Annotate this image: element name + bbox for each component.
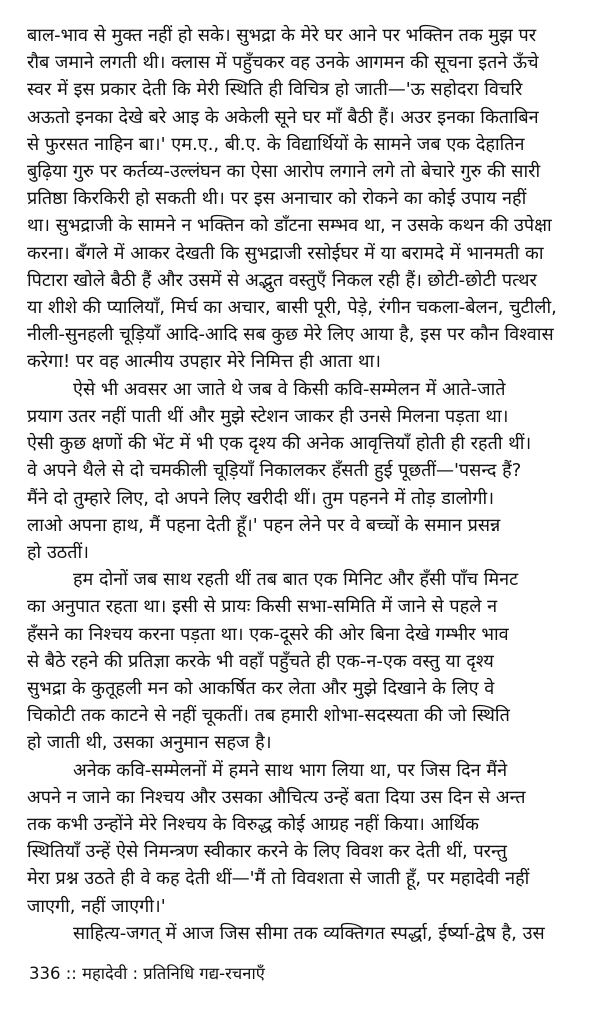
text-line: अऊतो इनका देखे बरे आइ के अकेली सूने घर माँ बैठी हैं। अउर इनका किताबिन xyxy=(27,106,539,128)
text-line: ऐसी कुछ क्षणों की भेंट में भी एक दृश्य की अनेक आवृत्तियाँ होती ही रहती थीं। xyxy=(27,433,532,455)
text-line: स्वर में इस प्रकार देती कि मेरी स्थिति ही विचित्र हो जाती—'ऊ सहोदरा विचरि xyxy=(27,79,523,101)
text-line: बाल-भाव से मुक्त नहीं हो सके। सुभद्रा के मेरे घर आने पर भक्तिन तक मुझ पर xyxy=(27,25,537,46)
text-line: हो जाती थी, उसका अनुमान सहज है। xyxy=(27,732,272,754)
paragraph-start-line: साहित्य-जगत् में आज जिस सीमा तक व्यक्तिगत स्पर्द्धा, ईर्ष्या-द्वेष है, उस xyxy=(73,922,545,944)
text-line: था। सुभद्राजी के सामने न भक्तिन को डाँटना सम्भव था, न उसके कथन की उपेक्षा xyxy=(27,215,552,237)
text-line: सुभद्रा के कुतूहली मन को आकर्षित कर लेता और मुझे दिखाने के लिए वे xyxy=(27,677,495,699)
page-footer: 336 :: महादेवी : प्रतिनिधि गद्य-रचनाएँ xyxy=(29,964,265,983)
paragraph-start-line: ऐसे भी अवसर आ जाते थे जब वे किसी कवि-सम्मेलन में आते-जाते xyxy=(73,378,506,400)
text-line: या शीशे की प्यालियाँ, मिर्च का अचार, बासी पूरी, पेड़े, रंगीन चकला-बेलन, चुटीली, xyxy=(27,297,557,319)
text-line: से फुरसत नाहिन बा।' एम.ए., बी.ए. के विद्यार्थियों के सामने जब एक देहातिन xyxy=(27,133,525,155)
text-line: प्रयाग उतर नहीं पाती थीं और मुझे स्टेशन जाकर ही उनसे मिलना पड़ता था। xyxy=(27,405,509,427)
text-line: नीली-सुनहली चूड़ियाँ आदि-आदि सब कुछ मेरे लिए आया है, इस पर कौन विश्वास xyxy=(27,324,554,346)
text-line: लाओ अपना हाथ, मैं पहना देती हूँ।' पहन लेने पर वे बच्चों के समान प्रसन्न xyxy=(27,514,501,536)
paragraph-start-line: अनेक कवि-सम्मेलनों में हमने साथ भाग लिया था, पर जिस दिन मैंने xyxy=(73,759,508,781)
text-line: से बैठे रहने की प्रतिज्ञा करके भी वहाँ पहुँचते ही एक-न-एक वस्तु या दृश्य xyxy=(27,650,494,672)
text-line: जाएगी, नहीं जाएगी।' xyxy=(27,895,166,917)
text-line: हो उठतीं। xyxy=(27,541,90,563)
text-line: करेगा! पर वह आत्मीय उपहार मेरे निमित्त ही आता था। xyxy=(27,351,381,373)
paragraph-start-line: हम दोनों जब साथ रहती थीं तब बात एक मिनिट और हँसी पाँच मिनट xyxy=(73,569,519,591)
text-line: पिटारा खोले बैठी हैं और उसमें से अद्भुत वस्तुएँ निकल रही हैं। छोटी-छोटी पत्थर xyxy=(27,269,537,291)
text-line: बुढ़िया गुरु पर कर्तव्य-उल्लंघन का ऐसा आरोप लगाने लगे तो बेचारे गुरु की सारी xyxy=(27,161,541,183)
text-line: का अनुपात रहता था। इसी से प्रायः किसी सभा-समिति में जाने से पहले न xyxy=(27,596,498,618)
text-line: अपने न जाने का निश्चय और उसका औचित्य उन्हें बता दिया उस दिन से अन्त xyxy=(27,786,526,808)
text-line: स्थितियाँ उन्हें ऐसे निमन्त्रण स्वीकार करने के लिए विवश कर देती थीं, परन्तु xyxy=(27,841,507,863)
text-line: रौब जमाने लगती थी। क्लास में पहुँचकर वह उनके आगमन की सूचना इतने ऊँचे xyxy=(27,52,539,74)
text-line: वे अपने थैले से दो चमकीली चूड़ियाँ निकालकर हँसती हुई पूछतीं—'पसन्द हैं? xyxy=(27,460,522,482)
text-line: करना। बँगले में आकर देखती कि सुभद्राजी रसोईघर में या बरामदे में भानमती का xyxy=(27,242,544,264)
text-line: मेरा प्रश्न उठते ही वे कह देती थीं—'मैं तो विवशता से जाती हूँ, पर महादेवी नहीं xyxy=(27,868,530,890)
text-line: हँसने का निश्चय करना पड़ता था। एक-दूसरे की ओर बिना देखे गम्भीर भाव xyxy=(27,623,509,645)
text-line: तक कभी उन्होंने मेरे निश्चय के विरुद्ध कोई आग्रह नहीं किया। आर्थिक xyxy=(27,813,479,835)
text-line: चिकोटी तक काटने से नहीं चूकतीं। तब हमारी शोभा-सदस्यता की जो स्थिति xyxy=(27,705,510,727)
text-line: प्रतिष्ठा किरकिरी हो सकती थी। पर इस अनाचार को रोकने का कोई उपाय नहीं xyxy=(27,188,527,210)
text-line: मैंने दो तुम्हारे लिए, दो अपने लिए खरीदी थीं। तुम पहनने में तोड़ डालोगी। xyxy=(27,487,495,509)
